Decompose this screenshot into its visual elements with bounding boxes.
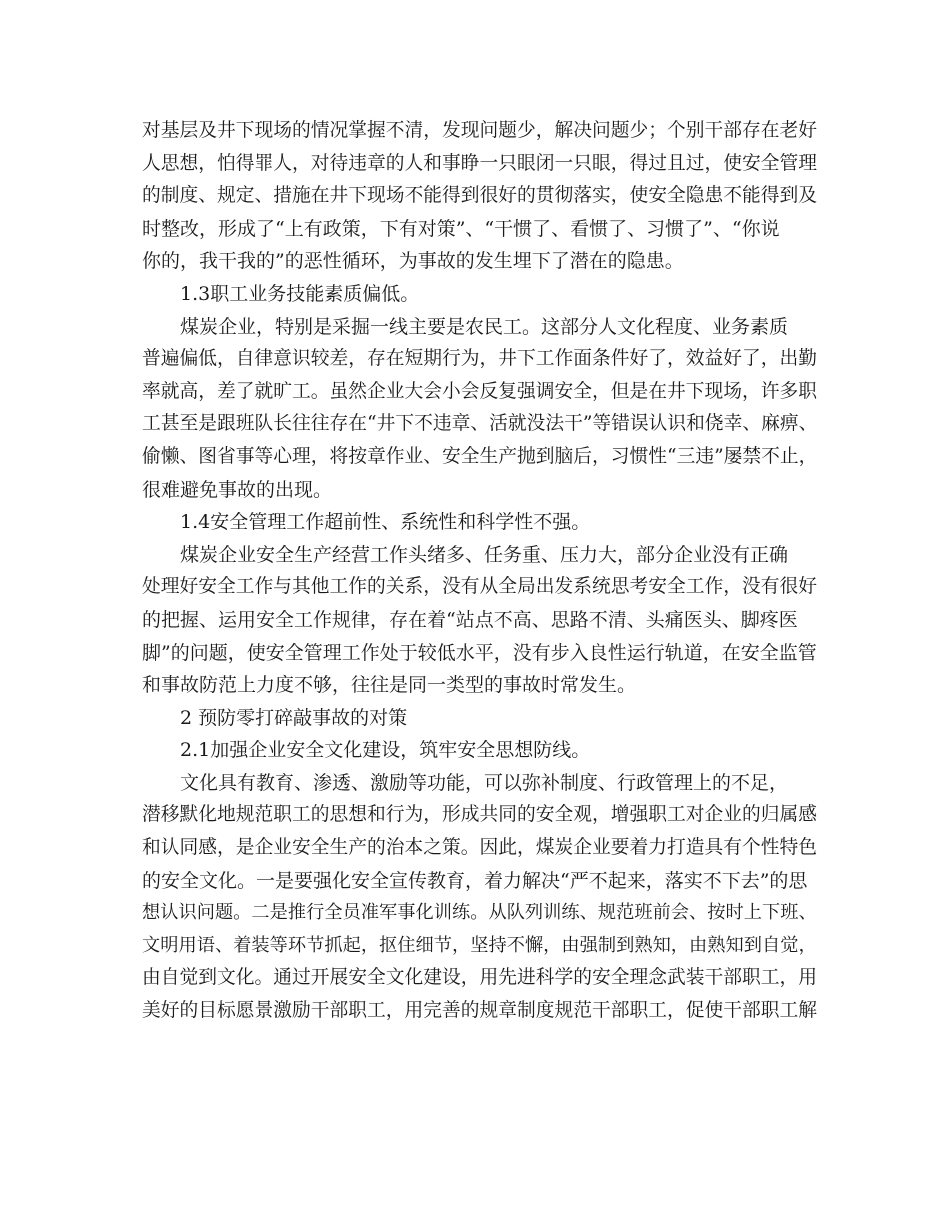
text-line: 率就高，差了就旷工。虽然企业大会小会反复强调安全，但是在井下现场，许多职 (142, 380, 817, 402)
text-line: 脚”的问题，使安全管理工作处于较低水平，没有步入良性运行轨道，在安全监管 (142, 641, 817, 664)
text-line: 的制度、规定、措施在井下现场不能得到很好的贯彻落实，使安全隐患不能得到及 (142, 185, 817, 207)
text-line: 1.3职工业务技能素质偏低。 (180, 282, 420, 305)
text-line: 由自觉到文化。通过开展安全文化建设，用先进科学的安全理念武装干部职工，用 (142, 967, 817, 989)
text-line: 潜移默化地规范职工的思想和行为，形成共同的安全观，增强职工对企业的归属感 (142, 804, 817, 826)
text-line: 你的，我干我的”的恶性循环，为事故的发生埋下了潜在的隐患。 (142, 250, 684, 273)
text-line: 煤炭企业安全生产经营工作头绪多、任务重、压力大，部分企业没有正确 (180, 543, 789, 566)
text-line: 普遍偏低，自律意识较差，存在短期行为，井下工作面条件好了，效益好了，出勤 (142, 348, 817, 370)
document-body (142, 115, 817, 1028)
text-line: 时整改，形成了“上有政策，下有对策”、“干惯了、看惯了、习惯了”、“你说 (142, 217, 780, 240)
text-line: 的把握、运用安全工作规律，存在着“站点不高、思路不清、头痛医头、脚疼医 (142, 608, 798, 631)
text-line: 美好的目标愿景激励干部职工，用完善的规章制度规范干部职工，促使干部职工解 (142, 1000, 817, 1022)
text-line: 人思想，怕得罪人，对待违章的人和事睁一只眼闭一只眼，得过且过，使安全管理 (142, 152, 817, 174)
text-line: 文明用语、着装等环节抓起，抠住细节，坚持不懈，由强制到熟知，由熟知到自觉， (142, 934, 817, 956)
text-line: 煤炭企业，特别是采掘一线主要是农民工。这部分人文化程度、业务素质 (180, 315, 789, 338)
text-line: 的安全文化。一是要强化安全宣传教育，着力解决“严不起来，落实不下去”的思 (142, 869, 808, 892)
text-line: 和事故防范上力度不够，往往是同一类型的事故时常发生。 (142, 674, 637, 697)
text-line: 对基层及井下现场的情况掌握不清，发现问题少，解决问题少；个别干部存在老好 (142, 120, 817, 141)
text-line: 1.4安全管理工作超前性、系统性和科学性不强。 (180, 511, 591, 534)
text-line: 很难避免事故的出现。 (142, 478, 333, 501)
text-line: 文化具有教育、渗透、激励等功能，可以弥补制度、行政管理上的不足， (180, 771, 789, 794)
text-line: 2 预防零打碎敲事故的对策 (180, 706, 408, 729)
text-line: 2.1加强企业安全文化建设，筑牢安全思想防线。 (180, 739, 591, 762)
text-line: 偷懒、图省事等心理，将按章作业、安全生产抛到脑后，习惯性“三违”屡禁不止， (142, 445, 818, 467)
text-line: 和认同感，是企业安全生产的治本之策。因此，煤炭企业要着力打造具有个性特色 (142, 837, 817, 859)
text-line: 工甚至是跟班队长往往存在“井下不违章、活就没法干”等错误认识和侥幸、麻痹、 (142, 413, 818, 435)
text-line: 处理好安全工作与其他工作的关系，没有从全局出发系统思考安全工作，没有很好 (142, 576, 817, 598)
text-line: 想认识问题。二是推行全员准军事化训练。从队列训练、规范班前会、按时上下班、 (142, 902, 817, 924)
